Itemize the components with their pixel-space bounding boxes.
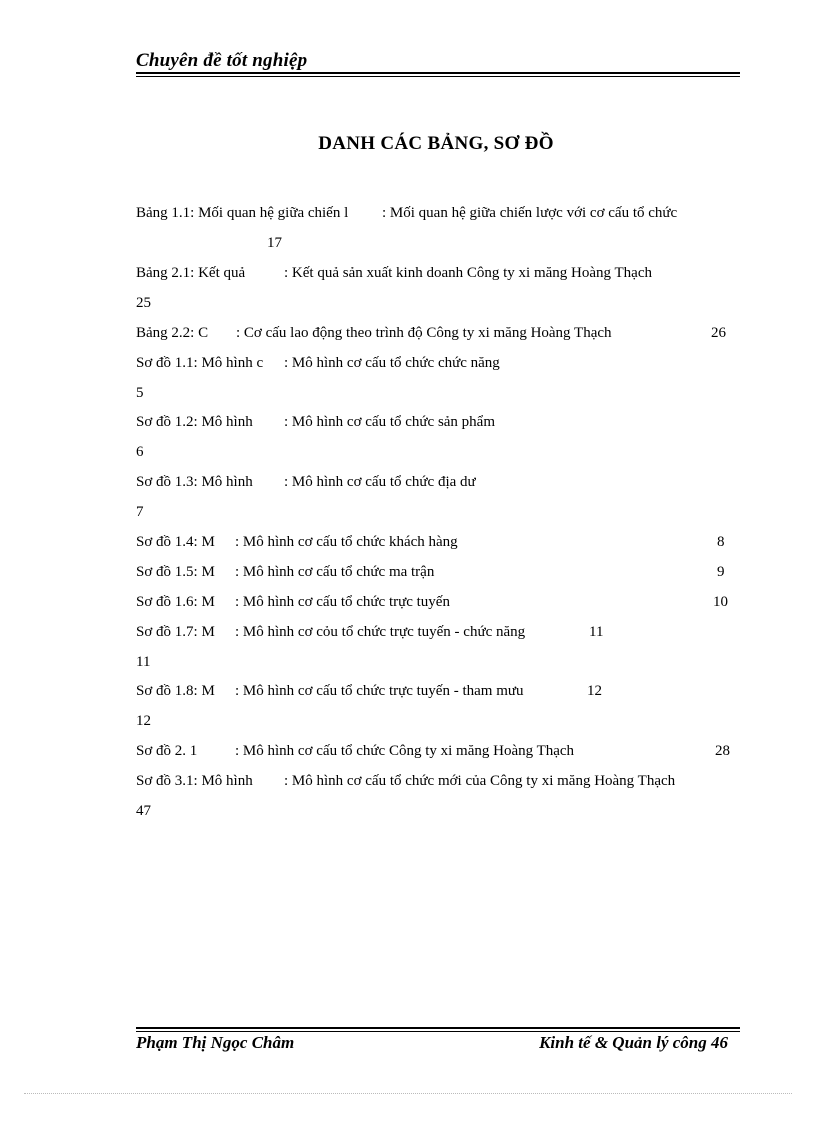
toc-entry-title: : Cơ cấu lao động theo trình độ Công ty xi măng Hoàng Thạch: [236, 325, 612, 341]
toc-entry-title: : Mô hình cơ cấu tổ chức sản phẩm: [284, 414, 496, 430]
toc-entry-title: : Mô hình cơ cấu tổ chức chức năng: [284, 355, 500, 371]
toc-entry-title: : Mô hình cơ cấu tổ chức Công ty xi măng Hoàng Thạch: [235, 743, 575, 759]
toc-entry-title: : Mô hình cơ cấu tổ chức trực tuyến: [235, 594, 450, 610]
toc-entry-page: 8: [717, 534, 725, 550]
toc-entry-label: Sơ đồ 1.8: M: [136, 683, 215, 699]
footer-author: Phạm Thị Ngọc Châm: [136, 1033, 295, 1052]
toc-entry-label: Sơ đồ 1.2: Mô hình: [136, 414, 253, 430]
toc-entry-label: Bảng 2.2: C: [136, 325, 209, 341]
page-bottom-dotted-border: [24, 1093, 792, 1094]
toc-entry-label: Sơ đồ 1.5: M: [136, 564, 215, 580]
footer-class: Kinh tế & Quản lý công 46: [539, 1033, 728, 1052]
toc-entry-page: 28: [715, 743, 730, 759]
header-rule-thin: [136, 76, 740, 77]
toc-entry-title: : Kết quả sản xuất kinh doanh Công ty xi măng Hoàng Thạch: [284, 265, 652, 281]
toc-entry-label: Sơ đồ 1.3: Mô hình: [136, 474, 253, 490]
toc-entry-label: Sơ đồ 2. 1: [136, 743, 198, 759]
footer-rule-thin: [136, 1031, 740, 1032]
toc-entry-page: 11: [589, 624, 604, 640]
toc-entry-title: : Mô hình cơ cỏu tổ chức trực tuyến - chức năng: [235, 624, 526, 640]
toc-entry-page: 25: [136, 295, 151, 311]
toc-entry-label: Sơ đồ 1.4: M: [136, 534, 215, 550]
toc-entry-label: Sơ đồ 1.7: M: [136, 624, 215, 640]
toc-entry-page: 7: [136, 504, 144, 520]
header-rule-thick: [136, 72, 740, 74]
toc-entry-page: 17: [267, 235, 282, 251]
toc-entry-label: Bảng 1.1: Mối quan hệ giữa chiến l: [136, 205, 349, 221]
toc-entry-title: : Mô hình cơ cấu tổ chức trực tuyến - tham mưu: [235, 683, 524, 699]
toc-entry-title: : Mô hình cơ cấu tổ chức mới của Công ty xi măng Hoàng Thạch: [284, 773, 676, 789]
toc-entry-title: : Mô hình cơ cấu tổ chức khách hàng: [235, 534, 458, 550]
toc-entry-page: 9: [717, 564, 725, 580]
toc-entry-label: Bảng 2.1: Kết quả: [136, 265, 246, 281]
toc-entry-page-repeat: 12: [136, 713, 151, 729]
toc-entry-label: Sơ đồ 3.1: Mô hình: [136, 773, 253, 789]
toc-entry-page: 6: [136, 444, 144, 460]
toc-entry-title: : Mô hình cơ cấu tổ chức địa dư: [284, 474, 476, 490]
toc-entry-title: : Mô hình cơ cấu tổ chức ma trận: [235, 564, 435, 580]
footer-rule-thick: [136, 1027, 740, 1029]
header-title: Chuyên đề tốt nghiệp: [136, 50, 308, 71]
toc-entry-page: 26: [711, 325, 726, 341]
toc-entry-page-repeat: 11: [136, 654, 151, 670]
toc-entry-label: Sơ đồ 1.1: Mô hình c: [136, 355, 264, 371]
toc-entry-title: : Mối quan hệ giữa chiến lược với cơ cấu tổ chức: [382, 205, 678, 221]
toc-entry-page: 10: [713, 594, 728, 610]
toc-entry-label: Sơ đồ 1.6: M: [136, 594, 215, 610]
toc-entry-page: 5: [136, 385, 144, 401]
toc-entry-page: 47: [136, 803, 151, 819]
page-title: DANH CÁC BẢNG, SƠ ĐỒ: [318, 133, 554, 154]
toc-entry-page: 12: [587, 683, 602, 699]
